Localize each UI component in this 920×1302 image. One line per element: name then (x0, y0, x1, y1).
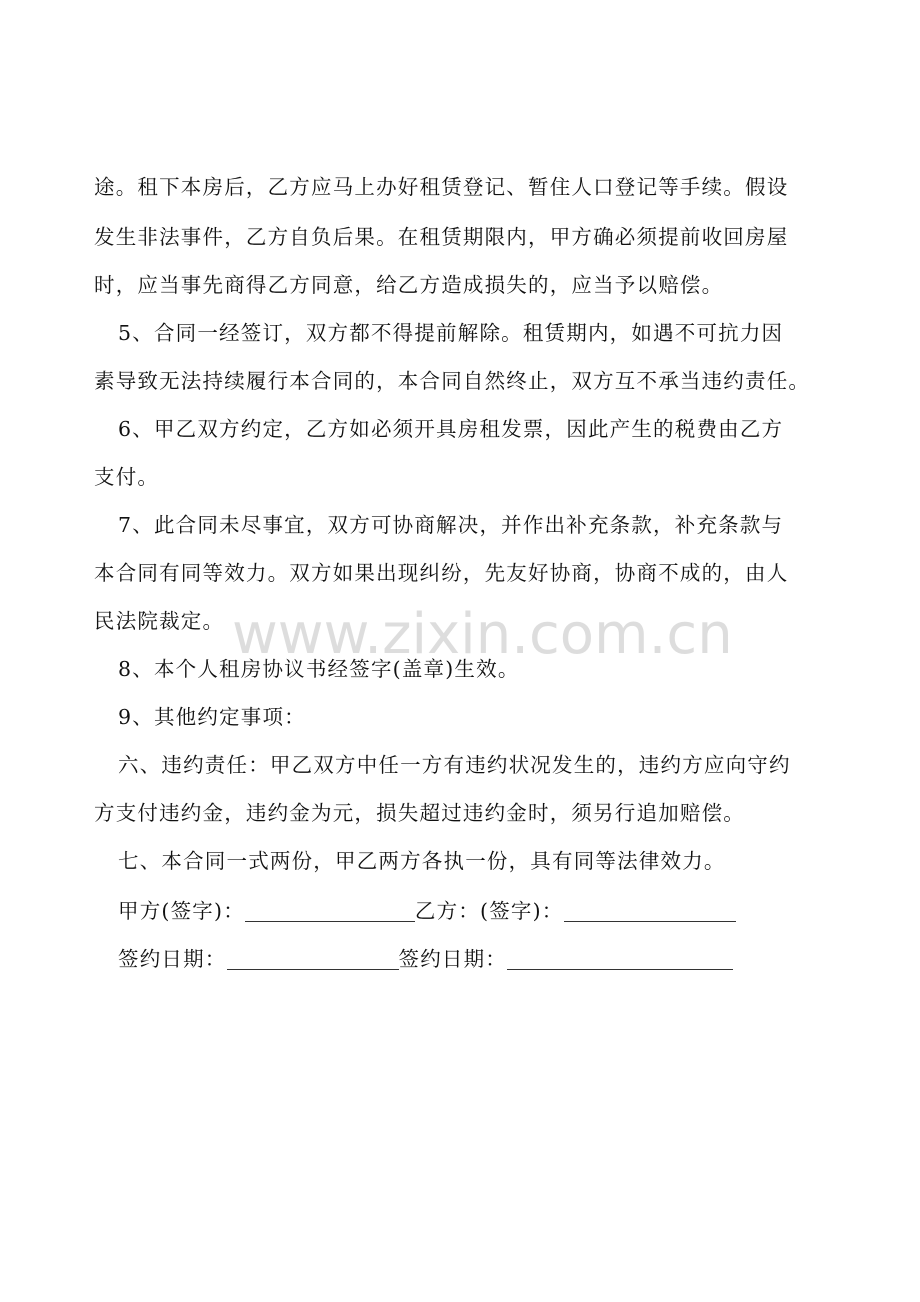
paragraph-line: 民法院裁定。 (94, 609, 225, 633)
clause-7-line: 7、此合同未尽事宜，双方可协商解决，并作出补充条款，补充条款与 (118, 513, 784, 537)
clause-6-line: 6、甲乙双方约定，乙方如必须开具房租发票，因此产生的税费由乙方 (118, 417, 784, 441)
party-a-signature-blank (245, 899, 415, 922)
clause-9-line: 9、其他约定事项： (118, 705, 306, 729)
paragraph-line: 支付。 (94, 465, 160, 489)
paragraph-line: 时，应当事先商得乙方同意，给乙方造成损失的，应当予以赔偿。 (94, 273, 724, 297)
party-b-signature-blank (564, 899, 736, 922)
date-a-blank (227, 947, 399, 970)
signature-row (118, 896, 736, 926)
watermark: www.zixin.com.cn (232, 602, 733, 667)
paragraph-line: 方支付违约金，违约金为元，损失超过违约金时，须另行追加赔偿。 (94, 801, 745, 825)
date-b-blank (507, 947, 733, 970)
party-b-signature-label: 乙方：(签字)： (414, 899, 564, 923)
party-a-signature-label: 甲方(签字)： (118, 899, 245, 923)
paragraph-line: 途。租下本房后，乙方应马上办好租赁登记、暂住人口登记等手续。假设 (94, 175, 789, 199)
paragraph-line: 素导致无法持续履行本合同的，本合同自然终止，双方互不承当违约责任。 (94, 369, 811, 393)
section-6-line: 六、违约责任：甲乙双方中任一方有违约状况发生的，违约方应向守约 (118, 753, 791, 777)
paragraph-line: 本合同有同等效力。双方如果出现纠纷，先友好协商，协商不成的，由人 (94, 561, 789, 585)
clause-5-line: 5、合同一经签订，双方都不得提前解除。租赁期内，如遇不可抗力因 (118, 321, 784, 345)
date-b-label: 签约日期： (398, 947, 507, 971)
paragraph-line: 发生非法事件，乙方自负后果。在租赁期限内，甲方确必须提前收回房屋 (94, 225, 789, 249)
date-row (118, 944, 733, 974)
section-7-line: 七、本合同一式两份，甲乙两方各执一份，具有同等法律效力。 (118, 849, 726, 873)
clause-8-line: 8、本个人租房协议书经签字(盖章)生效。 (118, 657, 520, 681)
date-a-label: 签约日期： (118, 947, 227, 971)
